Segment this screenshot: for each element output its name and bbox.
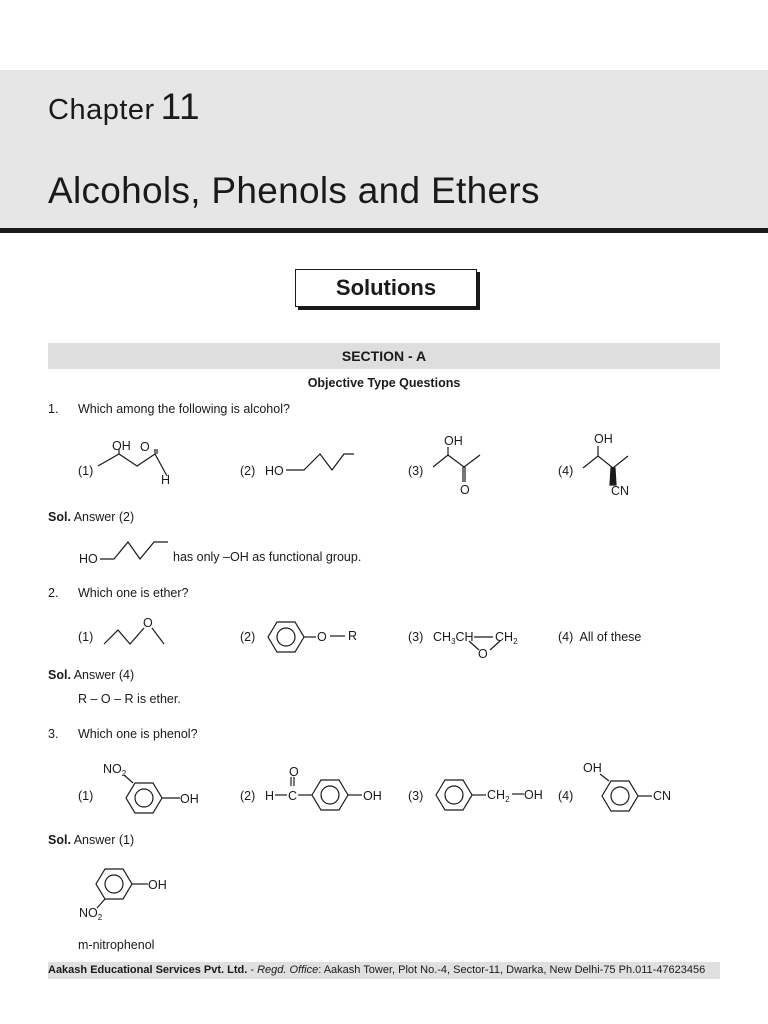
- q1-option-1-label: (1): [78, 464, 94, 478]
- q1-sol-label: Sol.: [48, 510, 71, 524]
- q2-option-1-structure: [102, 616, 172, 652]
- svg-text:CH2: $CH_2$: [495, 630, 518, 646]
- q2-option-2-structure: [264, 618, 364, 658]
- svg-text:O: O: [478, 647, 488, 661]
- question-1-solution: [48, 510, 134, 524]
- q3-solution-structure: [78, 862, 188, 926]
- q2-option-4-label: (4) All of these: [558, 630, 642, 644]
- q3-sol-label: Sol.: [48, 833, 71, 847]
- q1-explanation: has only –OH as functional group.: [173, 550, 362, 564]
- q3-explanation: m-nitrophenol: [78, 938, 155, 952]
- svg-text:O: O: [289, 765, 299, 779]
- question-1-text: Which among the following is alcohol?: [78, 402, 290, 416]
- q1-option-2-structure: [264, 448, 364, 478]
- chapter-word: Chapter: [48, 94, 155, 126]
- chapter-number: 11: [160, 86, 201, 127]
- svg-text:OH: OH: [444, 434, 463, 448]
- q1-option-1-structure: [95, 436, 185, 492]
- q2-option-3-label: (3): [408, 630, 424, 644]
- svg-text:O: O: [143, 616, 153, 630]
- q2-sol-label: Sol.: [48, 668, 71, 682]
- svg-text:OH: OH: [524, 788, 543, 802]
- solutions-heading: Solutions: [295, 269, 477, 307]
- svg-text:H: H: [265, 789, 275, 803]
- footer: [48, 962, 720, 979]
- question-3-text: Which one is phenol?: [78, 727, 198, 741]
- svg-text:R: R: [348, 629, 358, 643]
- q2-explanation: R – O – R is ether.: [78, 692, 181, 706]
- q3-answer: Answer (1): [73, 833, 135, 847]
- q1-option-3-label: (3): [408, 464, 424, 478]
- svg-text:C: C: [288, 789, 298, 803]
- q1-answer: Answer (2): [73, 510, 135, 524]
- question-3-number: 3.: [48, 727, 59, 741]
- q3-option-1-label: (1): [78, 789, 94, 803]
- chapter-header-rule: [0, 228, 768, 233]
- q1-option-3-structure: [430, 433, 490, 495]
- q2-option-1-label: (1): [78, 630, 94, 644]
- q3-option-3-structure: [432, 774, 552, 816]
- q1-option-4-structure: [580, 430, 640, 498]
- q1-solution-structure: [78, 538, 170, 568]
- svg-text:CH3CH: $CH_3CH$: [433, 630, 474, 646]
- svg-text:O: O: [317, 630, 327, 644]
- q3-option-3-label: (3): [408, 789, 424, 803]
- svg-text:HO: HO: [79, 552, 98, 566]
- question-3-solution: [48, 833, 134, 847]
- q1-option-4-label: (4): [558, 464, 574, 478]
- svg-text:O: O: [140, 440, 150, 454]
- footer-dash: -: [247, 964, 258, 976]
- question-1-number: 1.: [48, 402, 59, 416]
- svg-text:CN: CN: [653, 789, 672, 803]
- question-2-solution: [48, 668, 134, 682]
- footer-company: Aakash Educational Services Pvt. Ltd.: [48, 964, 248, 976]
- svg-text:CH2: $CH_2$: [487, 788, 510, 804]
- q2-option-4-text: All of these: [579, 630, 642, 644]
- chapter-title: Alcohols, Phenols and Ethers: [48, 170, 540, 211]
- q1-option-2-label: (2): [240, 464, 256, 478]
- q3-option-4-structure: [582, 758, 692, 818]
- svg-text:OH: OH: [363, 789, 382, 803]
- svg-text:OH: OH: [112, 439, 131, 453]
- svg-text:CN: CN: [611, 484, 630, 498]
- svg-text:HO: HO: [265, 464, 284, 478]
- svg-text:H: H: [161, 473, 171, 487]
- q2-option-3-structure: [432, 624, 532, 660]
- svg-text:OH: OH: [583, 761, 602, 775]
- section-subtitle: Objective Type Questions: [307, 376, 461, 390]
- svg-text:OH: OH: [594, 432, 613, 446]
- svg-text:OH: OH: [180, 792, 199, 806]
- svg-text:NO2: $NO_2$: [103, 762, 127, 778]
- footer-regd-label: Regd. Office: [257, 964, 319, 976]
- question-2-text: Which one is ether?: [78, 586, 189, 600]
- section-title: SECTION - A: [48, 343, 720, 369]
- q3-option-4-label: (4): [558, 789, 574, 803]
- q2-answer: Answer (4): [73, 668, 135, 682]
- q3-option-2-structure: [264, 765, 394, 821]
- q3-option-2-label: (2): [240, 789, 256, 803]
- question-2-number: 2.: [48, 586, 59, 600]
- svg-text:NO2: $NO_2$: [79, 906, 103, 922]
- chapter-label: [48, 86, 200, 128]
- q2-option-2-label: (2): [240, 630, 256, 644]
- q3-option-1-structure: [102, 760, 212, 822]
- svg-text:OH: OH: [148, 878, 167, 892]
- footer-address: : Aakash Tower, Plot No.-4, Sector-11, Dwarka, New Delhi-75 Ph.011-47623456: [318, 964, 706, 976]
- svg-text:O: O: [460, 483, 470, 497]
